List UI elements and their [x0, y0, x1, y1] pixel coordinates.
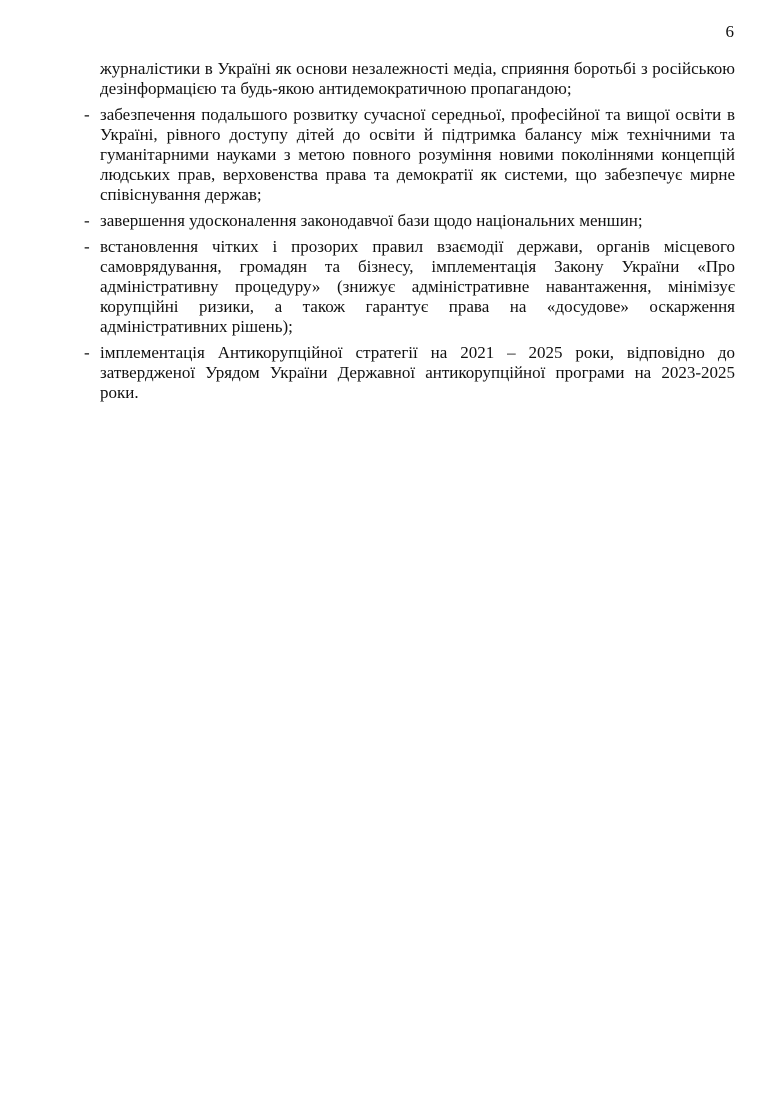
intro-continuation-paragraph: журналістики в Україні як основи незалежності медіа, сприяння боротьбі з російською дезінформацією та будь-якою антидемократичною пропагандою; — [100, 59, 735, 98]
bullet-marker: - — [84, 105, 90, 124]
bullet-item-minorities — [81, 211, 735, 231]
bullet-marker: - — [84, 343, 90, 362]
bullet-text: забезпечення подальшого розвитку сучасної середньої, професійної та вищої освіти в Україні, рівного доступу дітей до освіти й підтримка балансу між технічними та гуманітарними науками з метою повного розуміння новими поколіннями концепцій людських прав, верховенства права та демократії як системи, що забезпечує мирне співіснування держав; — [100, 105, 735, 204]
bullet-item-administrative-procedure — [81, 237, 735, 337]
page-number: 6 — [725, 22, 734, 41]
bullet-marker: - — [84, 237, 90, 256]
document-body — [81, 59, 735, 409]
bullet-item-anticorruption — [81, 343, 735, 403]
bullet-marker: - — [84, 211, 90, 230]
bullet-item-education — [81, 105, 735, 205]
bullet-text: імплементація Антикорупційної стратегії на 2021 – 2025 роки, відповідно до затвердженої Урядом України Державної антикорупційної програми на 2023-2025 роки. — [100, 343, 735, 402]
bullet-text: завершення удосконалення законодавчої бази щодо національних меншин; — [100, 211, 643, 230]
bullet-text: встановлення чітких і прозорих правил взаємодії держави, органів місцевого самоврядування, громадян та бізнесу, імплементація Закону України «Про адміністративну процедуру» (знижує адміністративне навантаження, мінімізує корупційні ризики, а також гарантує права на «досудове» оскарження адміністративних рішень); — [100, 237, 735, 336]
